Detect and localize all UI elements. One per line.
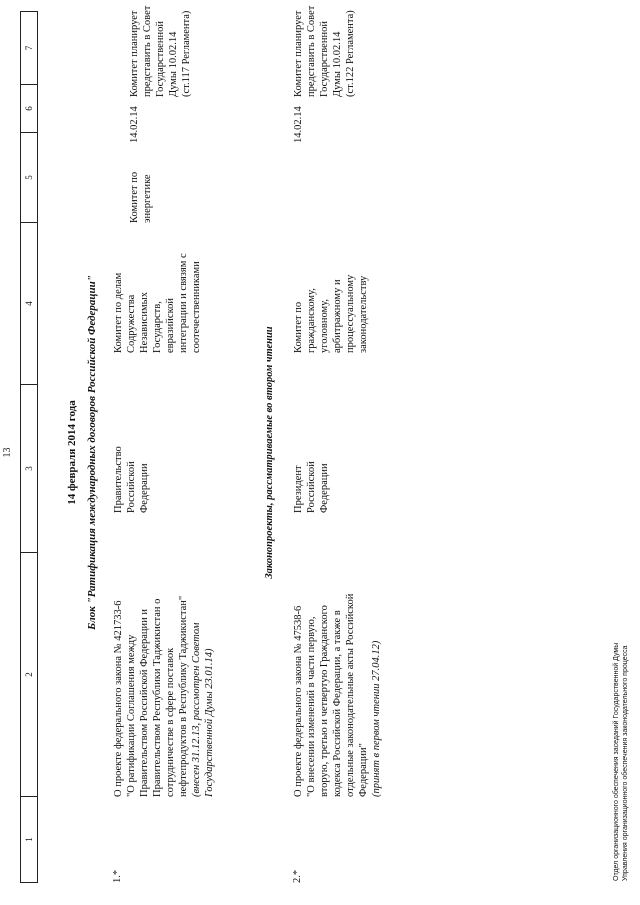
bill-title-line: "О ратификации Соглашения между — [126, 634, 137, 797]
bill-title-line: вторую, третью и четвертую Гражданского — [319, 605, 330, 797]
remark-line: представить в Совет — [142, 5, 153, 97]
bill-title-line: Правительством Российской Федерации и — [139, 608, 150, 797]
committee-line: процессуальному — [345, 274, 356, 353]
page-number: 13 — [2, 447, 13, 458]
bill-title-line: О проекте федерального закона № 421733-6 — [113, 600, 124, 797]
initiator-line: Российской — [306, 461, 317, 513]
bill-description — [292, 537, 383, 797]
committee-line: законодательству — [358, 275, 369, 353]
initiator-line: Президент — [293, 465, 304, 513]
footer-line: Управления организационного обеспечения законодательного процесса — [622, 645, 629, 881]
bill-title-line: Правительством Республики Таджикистан о — [152, 598, 163, 797]
remark-line: Думы 10.02.14 — [168, 31, 179, 97]
committee-line: Комитет по делам — [113, 272, 124, 353]
remark — [292, 1, 357, 97]
committee-line: Содружества — [126, 294, 137, 353]
column-number: 1 — [21, 796, 37, 882]
initiator-line: Федерации — [319, 463, 330, 513]
committee-line: Государств, — [152, 301, 163, 353]
remark-line: Думы 10.02.14 — [332, 31, 343, 97]
column-number: 7 — [24, 45, 34, 51]
committee-line: уголовному, — [319, 299, 330, 353]
consideration-date: 14.02.14 — [293, 106, 304, 143]
bill-title-line: "О внесении изменений в части первую, — [306, 616, 317, 797]
responsible-committee — [292, 193, 370, 353]
row-number: 2.* — [292, 869, 303, 883]
committee-line: арбитражному и — [332, 279, 343, 353]
co-committee-line: энергетике — [142, 174, 153, 223]
initiator-line: Правительство — [113, 446, 124, 513]
column-number: 2 — [21, 552, 37, 796]
bill-title-line: кодекса Российской Федерации, а также в — [332, 610, 343, 797]
bill-note-line: Государственной Думы 23.01.14) — [204, 648, 215, 797]
remark-line: (ст.122 Регламента) — [345, 10, 356, 97]
initiator-line: Федерации — [139, 463, 150, 513]
remark-line: представить в Совет — [306, 5, 317, 97]
bill-note-line: (принят в первом чтении 27.04.12) — [371, 640, 382, 797]
remark-line: (ст.117 Регламента) — [181, 10, 192, 97]
committee-line: Независимых — [139, 292, 150, 353]
column-number: 5 — [21, 132, 37, 222]
remark-line: Государственной — [155, 21, 166, 97]
bill-title-line: О проекте федерального закона № 47538-6 — [293, 605, 304, 797]
bill-title-line: отдельные законодательные акты Российской — [345, 593, 356, 797]
co-committee-line: Комитет по — [129, 171, 140, 223]
initiator — [292, 393, 331, 513]
committee-line: гражданскому, — [306, 288, 317, 353]
remark-line: Государственной — [319, 21, 330, 97]
committee-line: евразийской — [165, 297, 176, 353]
bill-title-line: сотрудничестве в сфере поставок — [165, 647, 176, 797]
footer-line: Отдел организационного обеспечения заседаний Государственной Думы — [613, 642, 620, 881]
footer — [612, 643, 630, 881]
committee-line: соотечественниками — [191, 261, 202, 353]
row-number: 1.* — [112, 869, 123, 883]
block-title: Блок "Ратификация международных договоров Российской Федерации" — [86, 275, 98, 630]
bill-title-line: Федерации" — [358, 743, 369, 797]
bill-title-line: нефтепродуктов в Республику Таджикистан" — [178, 595, 189, 797]
bill-description — [112, 547, 216, 797]
session-date-title: 14 февраля 2014 года — [66, 400, 78, 505]
column-number: 6 — [21, 84, 37, 132]
column-header-row — [20, 11, 38, 883]
committee-line: Комитет по — [293, 301, 304, 353]
bill-note-line: (внесен 31.12.13, рассмотрен Советом — [191, 622, 202, 797]
column-number: 3 — [21, 384, 37, 552]
remark — [128, 1, 193, 97]
committee-line: интеграции и связям с — [178, 253, 189, 353]
remark-line: Комитет планирует — [293, 10, 304, 97]
initiator — [112, 393, 151, 513]
co-executor-committee — [128, 133, 154, 223]
responsible-committee — [112, 193, 203, 353]
section-title: Законопроекты, рассматриваемые во втором чтении — [264, 326, 275, 579]
consideration-date: 14.02.14 — [129, 106, 140, 143]
column-number: 4 — [21, 222, 37, 384]
initiator-line: Российской — [126, 461, 137, 513]
remark-line: Комитет планирует — [129, 10, 140, 97]
